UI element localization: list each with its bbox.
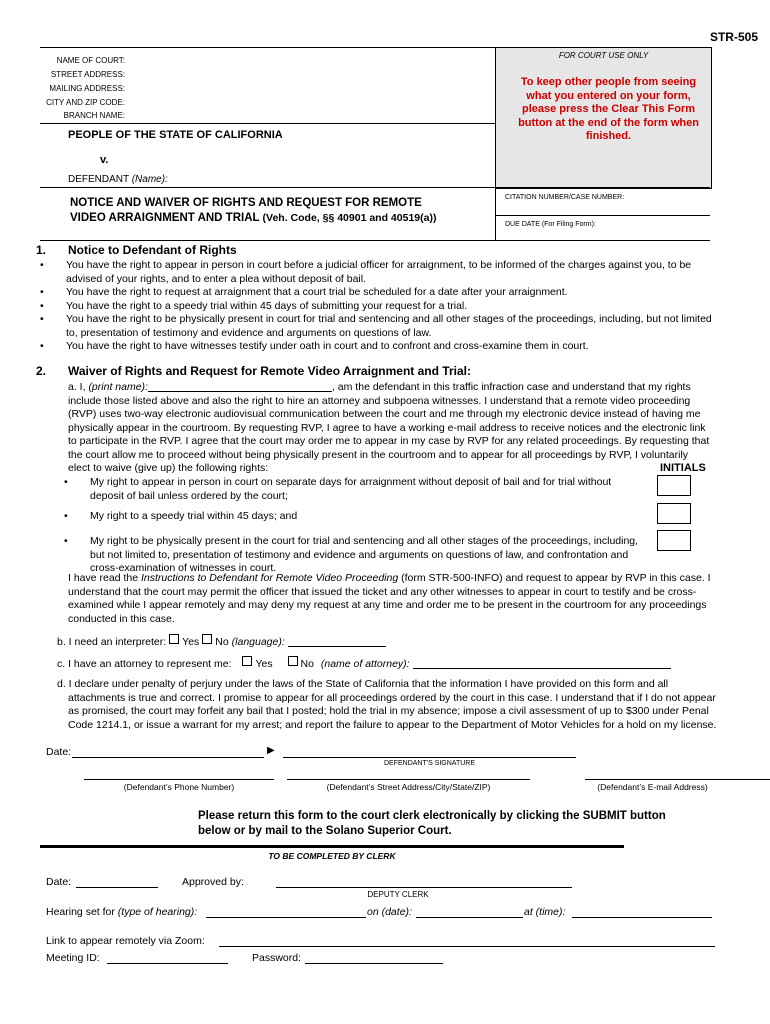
clerk-heading: TO BE COMPLETED BY CLERK: [268, 851, 396, 861]
instructions-post: (form STR-500-INFO) and request to appear by RVP in this case. I understand that the court may permit the officer that issued the ticket and any other witnesses to appear in court to testify and be cross-examined while I appear remotely and may deny my request at any time and order me to be present in the courtroom for any proceedings conducted in this case.: [68, 572, 711, 625]
court-use-box: [495, 47, 712, 189]
instructions-pre: I have read the: [68, 572, 141, 584]
attorney-label: c. I have an attorney to represent me:: [57, 658, 232, 670]
waiver-item: • My right to appear in person in court on separate days for arraignment without deposit of bail and for trial without deposit of bail unless ordered by the court;: [60, 476, 640, 508]
initials-box-1[interactable]: [657, 475, 691, 496]
declaration-paragraph: d. I declare under penalty of perjury under the laws of the State of California that the information I have provided on this form and all attachments is true and correct. I promise to appear for all proceedings ordered by the court in this case. I understand that if I do not appear as promised, the court may forfeit any bail that I posted; hold the trial in my absence; impose a civil assessment of up to $300 under Penal Code 1214.1, or issue a warrant for my arrest; and report the failure to appear to the Department of Motor Vehicles for a hold on my license.: [57, 678, 717, 731]
zoom-link-field[interactable]: [219, 946, 715, 947]
return-line1: Please return this form to the court clerk electronically by clicking the SUBMIT button: [198, 810, 666, 822]
hearing-type-field[interactable]: [206, 917, 366, 918]
attorney-yes-label: Yes: [255, 658, 273, 670]
signature-arrow-icon: ▶: [267, 745, 275, 756]
clerk-date-field[interactable]: [76, 887, 158, 888]
hearing-row: [46, 906, 197, 920]
court-use-label: FOR COURT USE ONLY: [558, 51, 649, 60]
due-date-divider: [495, 215, 710, 216]
a-prefix: a. I,: [68, 381, 86, 393]
mailing-address-label: MAILING ADDRESS:: [49, 84, 125, 93]
waiver-item: • My right to a speedy trial within 45 days; and: [60, 510, 640, 532]
interpreter-no-checkbox[interactable]: [202, 634, 212, 644]
attorney-name-field[interactable]: [413, 658, 671, 669]
versus: v.: [100, 154, 109, 166]
a-text: , am the defendant in this traffic infraction case and understand that my rights include those listed above and also the right to hire an attorney and subpoena witnesses. I understand that a remote video proceeding (RVP) uses two-way electronic audiovisual communication between the court and me through my electronic device instead of having me physically appear in the courtroom. By requesting RVP, I agree to have a working e-mail address to receive notices and the electronic link to participate in the RVP. I agree that the court may order me to appear in my case by RVP for any related proceedings. By requesting that the court allow me to proceed without being physically present in the courtroom and to appear for all proceedings by RVP, I voluntarily elect to waive (give up) the following rights:: [68, 381, 710, 474]
right-item: • You have the right to appear in person in court before a judicial officer for arraignment, to be informed of the charges against you, to be advised of your rights, and to enter a plea without deposit of bail.: [36, 259, 726, 286]
clerk-date-label: Date:: [46, 876, 72, 888]
address-field[interactable]: [287, 779, 530, 780]
email-label: (Defendant’s E-mail Address): [597, 782, 708, 792]
attorney-row: [57, 656, 671, 672]
people-caption: PEOPLE OF THE STATE OF CALIFORNIA: [68, 129, 283, 141]
hearing-time-hint: at (time):: [524, 906, 566, 918]
citation-label: CITATION NUMBER/CASE NUMBER:: [505, 194, 625, 201]
initials-box-3[interactable]: [657, 530, 691, 551]
section1-number: 1.: [36, 243, 47, 257]
right-item: • You have the right to a speedy trial within 45 days of submitting your request for a trial.: [36, 300, 726, 314]
print-name-field[interactable]: [148, 381, 332, 392]
title-line1: NOTICE AND WAIVER OF RIGHTS AND REQUEST FOR REMOTE: [70, 197, 422, 209]
branch-name-label: BRANCH NAME:: [63, 111, 125, 120]
section2-heading: Waiver of Rights and Request for Remote Video Arraignment and Trial:: [68, 364, 471, 378]
hearing-date-hint: on (date):: [367, 906, 412, 918]
attorney-name-hint: (name of attorney):: [320, 658, 410, 670]
password-label: Password:: [252, 952, 302, 964]
email-field[interactable]: [585, 779, 770, 780]
return-line2: below or by mail to the Solano Superior Court.: [198, 825, 452, 837]
title-divider-bottom: [40, 240, 710, 241]
attorney-yes-checkbox[interactable]: [242, 656, 252, 666]
title-main: VIDEO ARRAIGNMENT AND TRIAL: [70, 212, 260, 224]
name-of-court-label: NAME OF COURT:: [56, 56, 125, 65]
title-statute: (Veh. Code, §§ 40901 and 40519(a)): [262, 212, 437, 224]
title-box: [40, 187, 496, 240]
form-number: STR-505: [709, 30, 758, 44]
street-address-label: STREET ADDRESS:: [50, 70, 125, 79]
interpreter-row: [57, 634, 386, 650]
attorney-no-checkbox[interactable]: [288, 656, 298, 666]
return-notice: [198, 809, 666, 839]
instructions-paragraph: [68, 572, 713, 626]
initials-box-2[interactable]: [657, 503, 691, 524]
password-field[interactable]: [305, 963, 443, 964]
attorney-no-label: No: [300, 658, 314, 670]
waiver-list: [60, 476, 640, 576]
language-field[interactable]: [288, 636, 386, 647]
address-label: (Defendant’s Street Address/City/State/ZIP): [326, 782, 491, 792]
interpreter-yes-checkbox[interactable]: [169, 634, 179, 644]
signature-field[interactable]: [283, 757, 576, 758]
signature-date-field[interactable]: [72, 757, 264, 758]
right-item: • You have the right to be physically present in court for trial and sentencing and all other stages of the proceedings, including, but not limited to, presentation of testimony and evidence and arguments on questions of law.: [36, 313, 726, 340]
signature-label: DEFENDANT'S SIGNATURE: [383, 760, 476, 767]
interpreter-label: b. I need an interpreter:: [57, 636, 167, 648]
section1-heading: Notice to Defendant of Rights: [68, 243, 237, 257]
initials-label: INITIALS: [660, 462, 706, 474]
interpreter-yes-label: Yes: [182, 636, 200, 648]
hearing-type-hint: (type of hearing):: [117, 906, 198, 918]
waiver-paragraph: [68, 381, 713, 476]
right-item: • You have the right to have witnesses testify under oath in court and to confront and cross-examine them in court.: [36, 340, 726, 354]
title-line2: [70, 212, 436, 224]
city-zip-label: CITY AND ZIP CODE:: [46, 98, 125, 107]
hearing-label: Hearing set for: [46, 906, 115, 918]
approved-field[interactable]: [276, 887, 572, 888]
caption-divider: [40, 123, 495, 124]
defendant-label: DEFENDANT: [68, 174, 129, 185]
approved-label: Approved by:: [182, 876, 244, 888]
clear-form-notice: To keep other people from seeing what you entered on your form, please press the Clear This Form button at the end of the form when finished.: [518, 76, 699, 142]
waiver-item: • My right to be physically present in the court for trial and sentencing and all other stages of the proceedings, including, but not limited to, presentation of testimony and evidence and arguments on questions of law, and confrontation and cross-examination of witnesses in court.: [60, 535, 640, 576]
phone-field[interactable]: [84, 779, 274, 780]
clerk-divider: [40, 845, 624, 848]
section2-number: 2.: [36, 364, 47, 378]
instructions-title: Instructions to Defendant for Remote Video Proceeding: [140, 572, 399, 584]
a-print-name-hint: (print name):: [88, 381, 148, 393]
court-header-box: [40, 47, 495, 124]
hearing-date-field[interactable]: [416, 917, 523, 918]
deputy-clerk-label: DEPUTY CLERK: [367, 890, 429, 899]
meeting-id-label: Meeting ID:: [46, 952, 100, 964]
meeting-id-field[interactable]: [107, 963, 228, 964]
rights-list: [36, 259, 726, 354]
right-item: • You have the right to request at arraignment that a court trial be scheduled for a date after your arraignment.: [36, 286, 726, 300]
phone-label: (Defendant’s Phone Number): [123, 782, 235, 792]
zoom-link-label: Link to appear remotely via Zoom:: [46, 935, 205, 947]
signature-date-label: Date:: [46, 746, 72, 758]
defendant-hint: (Name):: [131, 174, 168, 185]
defendant-caption: [68, 174, 168, 185]
hearing-time-field[interactable]: [572, 917, 712, 918]
language-hint: (language):: [231, 636, 285, 648]
due-date-label: DUE DATE (For Filing Form):: [505, 221, 596, 228]
interpreter-no-label: No: [215, 636, 229, 648]
